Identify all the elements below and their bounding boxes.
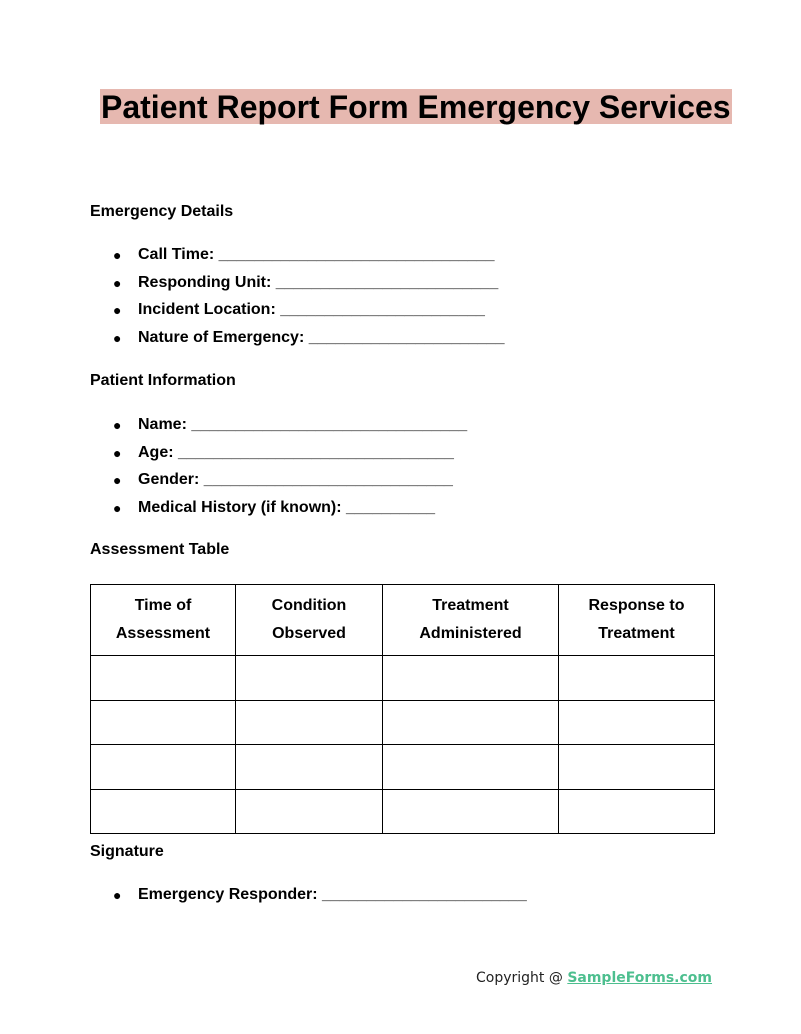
signature-list [90,886,527,914]
table-cell[interactable] [383,656,559,701]
field-nature-of-emergency[interactable]: ● Nature of Emergency: ______________________ [90,329,504,357]
table-cell[interactable] [91,700,236,745]
table-cell[interactable] [236,789,383,834]
table-cell[interactable] [559,700,715,745]
column-header: Condition Observed [236,585,383,656]
table-row [91,656,715,701]
copyright-text: Copyright @ [476,970,568,986]
table-cell[interactable] [559,656,715,701]
table-cell[interactable] [91,789,236,834]
footer-copyright [476,970,712,986]
table-row [91,700,715,745]
table-cell[interactable] [383,745,559,790]
field-incident-location[interactable]: ● Incident Location: _______________________ [90,301,504,329]
section-heading-patient: Patient Information [90,372,236,389]
table-cell[interactable] [383,789,559,834]
field-age[interactable]: ● Age: _______________________________ [90,444,467,472]
table-cell[interactable] [559,745,715,790]
patient-info-list [90,416,467,527]
field-responding-unit[interactable]: ● Responding Unit: _________________________ [90,274,504,302]
sampleforms-link[interactable]: SampleForms.com [567,970,713,986]
assessment-table [90,584,715,834]
table-row [91,789,715,834]
column-header: Time of Assessment [91,585,236,656]
table-cell[interactable] [91,656,236,701]
table-cell[interactable] [236,700,383,745]
section-heading-signature: Signature [90,843,164,860]
field-name[interactable]: ● Name: _______________________________ [90,416,467,444]
section-heading-emergency: Emergency Details [90,203,234,220]
table-cell[interactable] [383,700,559,745]
field-medical-history[interactable]: ● Medical History (if known): __________ [90,499,467,527]
section-heading-assessment: Assessment Table [90,541,230,558]
table-header-row [91,585,715,656]
field-call-time[interactable]: ● Call Time: _______________________________ [90,246,504,274]
table-cell[interactable] [559,789,715,834]
table-row [91,745,715,790]
column-header: Response to Treatment [559,585,715,656]
field-gender[interactable]: ● Gender: ____________________________ [90,471,467,499]
field-emergency-responder[interactable]: ● Emergency Responder: _______________________ [90,886,527,914]
table-cell[interactable] [236,745,383,790]
column-header: Treatment Administered [383,585,559,656]
page-title: Patient Report Form Emergency Services [101,89,731,125]
table-cell[interactable] [236,656,383,701]
table-cell[interactable] [91,745,236,790]
emergency-details-list [90,246,504,357]
